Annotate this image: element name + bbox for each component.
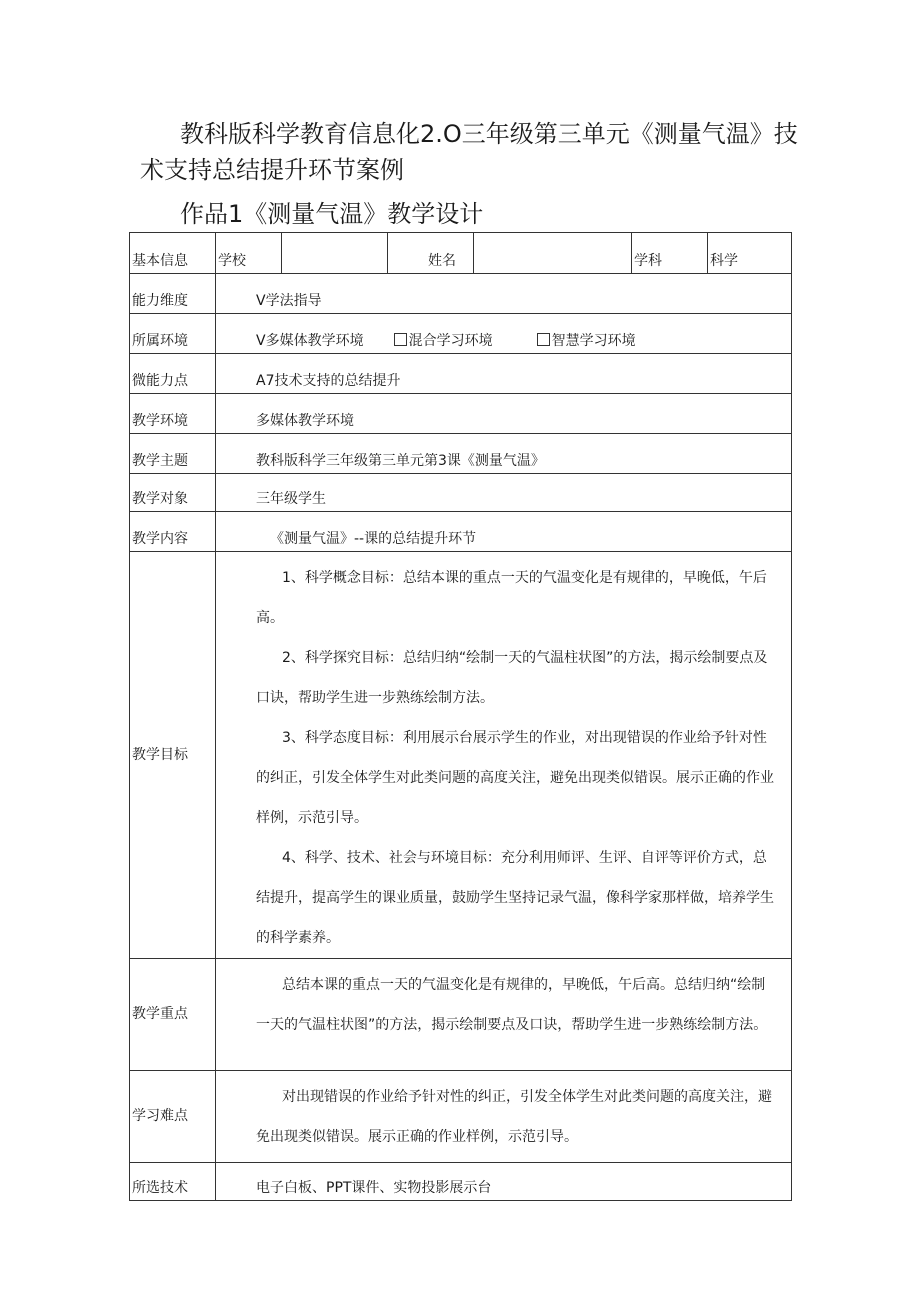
goal-item: 2、科学探究目标：总结归纳“绘制一天的气温柱状图”的方法，揭示绘制要点及口诀，帮助学生进一步熟练绘制方法。 (256, 650, 768, 706)
topic-label: 教学主题 (130, 434, 216, 474)
teaching-environment-value: 多媒体教学环境 (216, 394, 792, 434)
checkbox-icon (537, 333, 550, 346)
lesson-design-table (129, 232, 792, 1201)
title-line-1: 教科版科学教育信息化2.O三年级第三单元《测量气温》技 (180, 120, 798, 148)
school-label: 学校 (216, 233, 282, 274)
content-row (130, 512, 792, 552)
technology-label: 所选技术 (130, 1163, 216, 1201)
micro-ability-label: 微能力点 (130, 354, 216, 394)
key-points-row (130, 959, 792, 1071)
content-value: 《测量气温》--课的总结提升环节 (216, 512, 792, 552)
difficulty-value: 对出现错误的作业给予针对性的纠正，引发全体学生对此类问题的高度关注，避免出现类似错误。展示正确的作业样例，示范引导。 (216, 1071, 792, 1163)
subject-value: 科学 (708, 233, 792, 274)
micro-ability-value: A7技术支持的总结提升 (216, 354, 792, 394)
topic-value: 教科版科学三年级第三单元第3课《测量气温》 (216, 434, 792, 474)
document-title (140, 116, 800, 188)
goal-item: 3、科学态度目标：利用展示台展示学生的作业，对出现错误的作业给予针对性的纠正，引发全体学生对此类问题的高度关注，避免出现类似错误。展示正确的作业样例，示范引导。 (256, 730, 774, 826)
micro-ability-row (130, 354, 792, 394)
env-option-blended: 混合学习环境 (408, 333, 493, 349)
target-label: 教学对象 (130, 474, 216, 512)
goal-item: 1、科学概念目标：总结本课的重点一天的气温变化是有规律的，早晚低，午后高。 (256, 570, 767, 626)
ability-value: V学法指导 (216, 274, 792, 314)
school-value (282, 233, 388, 274)
ability-row (130, 274, 792, 314)
difficulty-row (130, 1071, 792, 1163)
difficulty-label: 学习难点 (130, 1071, 216, 1163)
target-value: 三年级学生 (216, 474, 792, 512)
ability-label: 能力维度 (130, 274, 216, 314)
subject-label: 学科 (632, 233, 708, 274)
basic-info-row (130, 233, 792, 274)
technology-row (130, 1163, 792, 1201)
environment-row (130, 314, 792, 354)
name-value (474, 233, 632, 274)
goals-label: 教学目标 (130, 552, 216, 959)
goals-content (216, 552, 792, 959)
environment-label: 所属环境 (130, 314, 216, 354)
goals-row (130, 552, 792, 959)
topic-row (130, 434, 792, 474)
technology-value: 电子白板、PPT课件、实物投影展示台 (216, 1163, 792, 1201)
name-label: 姓名 (388, 233, 474, 274)
env-option-smart: 智慧学习环境 (551, 333, 636, 349)
checkbox-icon (394, 333, 407, 346)
key-points-value: 总结本课的重点一天的气温变化是有规律的，早晚低，午后高。总结归纳“绘制一天的气温柱状图”的方法，揭示绘制要点及口诀，帮助学生进一步熟练绘制方法。 (216, 959, 792, 1071)
teaching-environment-row (130, 394, 792, 434)
goal-item: 4、科学、技术、社会与环境目标：充分利用师评、生评、自评等评价方式，总结提升，提高学生的课业质量，鼓励学生坚持记录气温，像科学家那样做，培养学生的科学素养。 (256, 850, 774, 946)
title-line-2: 术支持总结提升环节案例 (140, 156, 404, 184)
teaching-environment-label: 教学环境 (130, 394, 216, 434)
environment-options (216, 314, 792, 354)
target-row (130, 474, 792, 512)
key-points-label: 教学重点 (130, 959, 216, 1071)
content-label: 教学内容 (130, 512, 216, 552)
document-subtitle: 作品1《测量气温》教学设计 (180, 200, 484, 228)
basic-info-label: 基本信息 (130, 233, 216, 274)
env-option-multimedia: V多媒体教学环境 (256, 333, 364, 349)
